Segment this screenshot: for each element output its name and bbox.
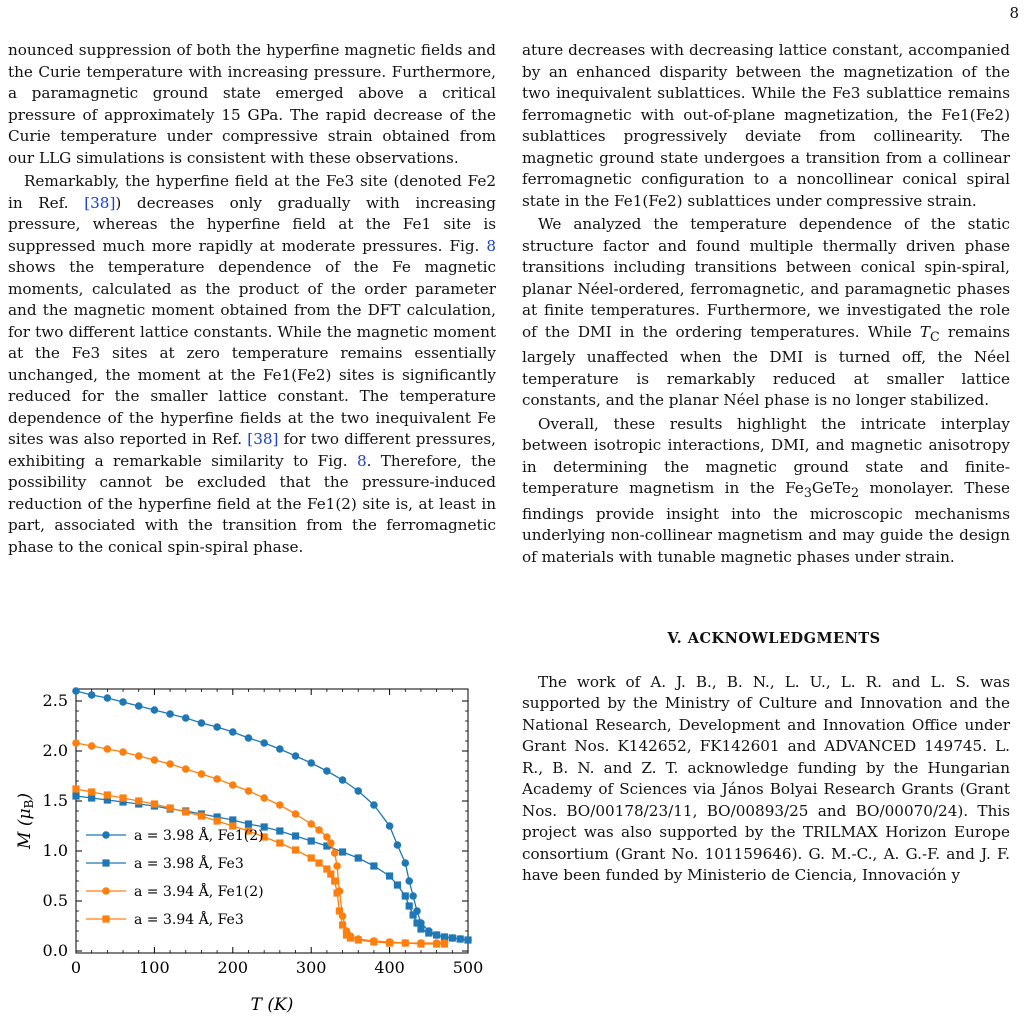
y-tick-label: 2.5 [42,691,68,710]
data-point [119,748,127,756]
data-point [308,837,315,844]
x-tick-label: 400 [374,958,405,977]
data-point [339,921,346,928]
data-point [292,752,300,760]
text-run: We analyzed the temperature dependence of the static structure factor and found multiple thermally driven phase transitions including transitions between conical spin-spiral, planar Néel-ordered, ferromagnetic, and paramagnetic phases at finite temperatures. Furthermore, we investigated the role of the DMI in the ordering temperatures. While [522,215,1010,341]
data-point [198,812,205,819]
legend-marker [102,887,110,895]
data-point [336,907,343,914]
paragraph: ature decreases with decreasing lattice constant, accompanied by an enhanced disparity between the magnetization of the two inequivalent sublattices. While the Fe3 sublattice remains ferromagnetic with out-of-plane magnetization, the Fe1(Fe2) sublattices progressively deviate from collinearity. The magnetic ground state undergoes a transition from a collinear ferromagnetic configuration to a noncollinear conical spiral state in the Fe1(Fe2) sublattices under compressive strain. [522,41,1010,210]
series-2 [72,792,471,943]
data-point [339,848,346,855]
x-tick-label: 0 [70,958,82,977]
data-point [166,760,174,768]
text-run: Overall, these results highlight the intricate interplay between isotropic interactions, DMI, and magnetic anisotropy in determining the magnetic ground state and finite-temperature magnetism in the Fe [522,414,1010,498]
data-point [292,810,300,818]
data-point [406,902,413,909]
legend [86,826,264,928]
data-point [151,800,158,807]
data-point [386,939,393,946]
text-run: for two different pressures, exhibiting a remarkable similarity to Fig. [8,430,497,470]
x-tick-label: 100 [139,958,170,977]
subscript: 2 [850,485,859,501]
text-run: . Therefore, the possibility cannot be excluded that the pressure-induced reduction of the hyperfine field at the Fe1(2) site is, at least in part, associated with the transition from the ferromagnetic phase to the conical spin-spiral phase. [8,451,496,556]
spacer [522,650,1010,672]
data-point [308,854,315,861]
series-group [72,687,472,947]
legend-marker [102,831,110,839]
data-point [333,862,341,870]
x-axis-label: T (K) [250,995,294,1015]
data-point [315,826,323,834]
citation-link[interactable]: [38] [84,193,116,212]
data-point [198,719,206,727]
data-point [182,808,189,815]
y-tick-label: 1.0 [42,841,68,860]
data-point [198,770,206,778]
spacer [522,568,1010,628]
data-point [166,710,174,718]
data-point [457,935,464,942]
data-point [88,788,95,795]
data-point [386,822,394,830]
text-run: Remarkably, the hyperfine field at the Fe3 site (denoted Fe2 in Ref. [8,172,496,212]
subscript: C [930,328,940,344]
data-point [151,706,159,714]
data-point [104,745,112,753]
data-point [433,931,440,938]
data-point [276,801,284,809]
data-point [276,745,284,753]
data-point [245,787,253,795]
data-point [229,781,237,789]
figure-link[interactable]: 8 [486,236,496,255]
data-point [135,797,142,804]
data-point [182,765,190,773]
data-point [433,940,440,947]
paragraph: The work of A. J. B., B. N., L. U., L. R. and L. S. was supported by the Ministry of Culture and Innovation and the National Research, Development and Innovation Office under Grant Nos. K142652, FK142601 and ADVANCED 149745. L. R., B. N. and Z. T. acknowledge funding by the Hungarian Academy of Sciences via János Bolyai Research Grants (Grant Nos. BO/00178/23/11, BO/00893/25 and BO/00070/24). This project was also supported by the TRILMAX Horizon Europe consortium (Grant No. 101159646). G. M.-C., A. G.-F. and J. F. have been funded by Ministerio de Ciencia, Innovación y [522,672,1010,885]
magnetization-chart [0,680,500,1025]
x-tick-label: 500 [452,958,484,977]
data-point [410,911,417,918]
data-point [409,892,417,900]
paragraph [8,171,496,558]
data-point [464,936,471,943]
data-point [245,820,252,827]
data-point [260,794,268,802]
data-point [260,739,268,747]
legend-label: a = 3.94 Å, Fe3 [134,912,244,928]
data-point [182,714,190,722]
data-point [401,859,409,867]
data-point [213,775,221,783]
y-tick-label: 0.0 [42,941,68,960]
data-point [394,841,402,849]
data-point [449,934,456,941]
data-point [355,854,362,861]
data-point [331,877,338,884]
data-point [327,839,335,847]
section-heading: V. ACKNOWLEDGMENTS [667,630,881,648]
y-tick-label: 1.5 [42,791,68,810]
data-point [72,739,80,747]
data-point [72,785,79,792]
legend-marker [102,859,109,866]
series-4 [72,785,448,947]
text-run: shows the temperature dependence of the Fe magnetic moments, calculated as the product of the order parameter and the magnetic moment obtained from the DFT calculation, for two different lattice constants. While the magnetic moment at the Fe3 sites at zero temperature remains essentially unchanged, the moment at the Fe1(Fe2) sites is significantly reduced for the smaller lattice constant. The temperature dependence of the hyperfine fields at the two inequivalent Fe sites was also reported in Ref. [8,258,496,448]
text-run: monolayer. These findings provide insight into the microscopic mechanisms underlying non-collinear magnetism and may guide the design of materials with tunable magnetic phases under strain. [522,479,1010,566]
data-point [402,892,409,899]
data-point [370,938,377,945]
data-point [386,872,393,879]
data-point [292,832,299,839]
data-point [292,846,299,853]
data-point [276,839,283,846]
data-point [370,801,378,809]
data-point [355,936,362,943]
text-run: ) decreases only gradually with increasing pressure, whereas the hyperfine field at the Fe1 site is suppressed much more rapidly at moderate pressures. Fig. [8,193,497,255]
data-point [370,862,377,869]
paragraph: nounced suppression of both the hyperfine magnetic fields and the Curie temperature with increasing pressure. Furthermore, a paramagnetic ground state emerged above a critical pressure of approximately 15 GPa. The rapid decrease of the Curie temperature under compressive strain obtained from our LLG simulations is consistent with these observations. [8,41,496,167]
data-point [347,934,354,941]
legend-marker [102,915,109,922]
data-point [214,817,221,824]
paragraph [522,214,1010,412]
y-tick-label: 2.0 [42,741,68,760]
text-run: GeTe [811,479,851,498]
y-tick-label: 0.5 [42,891,68,910]
paragraph [522,414,1010,569]
data-point [104,791,111,798]
data-point [72,792,79,799]
data-point [135,752,143,760]
data-point [354,787,362,795]
data-point [441,940,448,947]
data-point [229,728,237,736]
data-point [88,691,96,699]
math-symbol: T [919,322,931,341]
citation-link[interactable]: [38] [247,430,279,448]
y-axis-label: M (μB) [15,793,36,849]
legend-label: a = 3.98 Å, Fe1(2) [134,828,264,844]
data-point [213,723,221,731]
left-column [8,40,496,558]
data-point [425,929,432,936]
x-tick-label: 200 [217,958,249,977]
x-tick-label: 300 [295,958,327,977]
page-number: 8 [1009,4,1019,22]
data-point [417,925,424,932]
data-point [331,849,339,857]
data-point [327,870,334,877]
series-line [76,789,445,944]
legend-label: a = 3.98 Å, Fe3 [134,856,244,872]
data-point [151,756,159,764]
data-point [333,889,340,896]
data-point [135,702,143,710]
data-point [88,742,96,750]
right-column [522,40,1010,887]
data-point [245,734,253,742]
figure-link[interactable]: 8 [356,451,367,470]
figure-8 [0,680,500,1025]
data-point [104,694,112,702]
data-point [166,804,173,811]
data-point [276,827,283,834]
data-point [119,698,127,706]
data-point [417,940,424,947]
text-run: remains largely unaffected when the DMI is turned off, the Néel temperature is remarkably reduced at smaller lattice constants, and the planar Néel phase is no longer stabilized. [522,322,1010,410]
data-point [402,939,409,946]
data-point [307,820,315,828]
subscript: 3 [803,485,812,501]
legend-label: a = 3.94 Å, Fe1(2) [134,884,264,900]
data-point [405,877,413,885]
data-point [394,881,401,888]
data-point [307,759,315,767]
data-point [72,687,80,695]
data-point [323,767,331,775]
data-point [339,776,347,784]
data-point [315,859,322,866]
data-point [119,794,126,801]
